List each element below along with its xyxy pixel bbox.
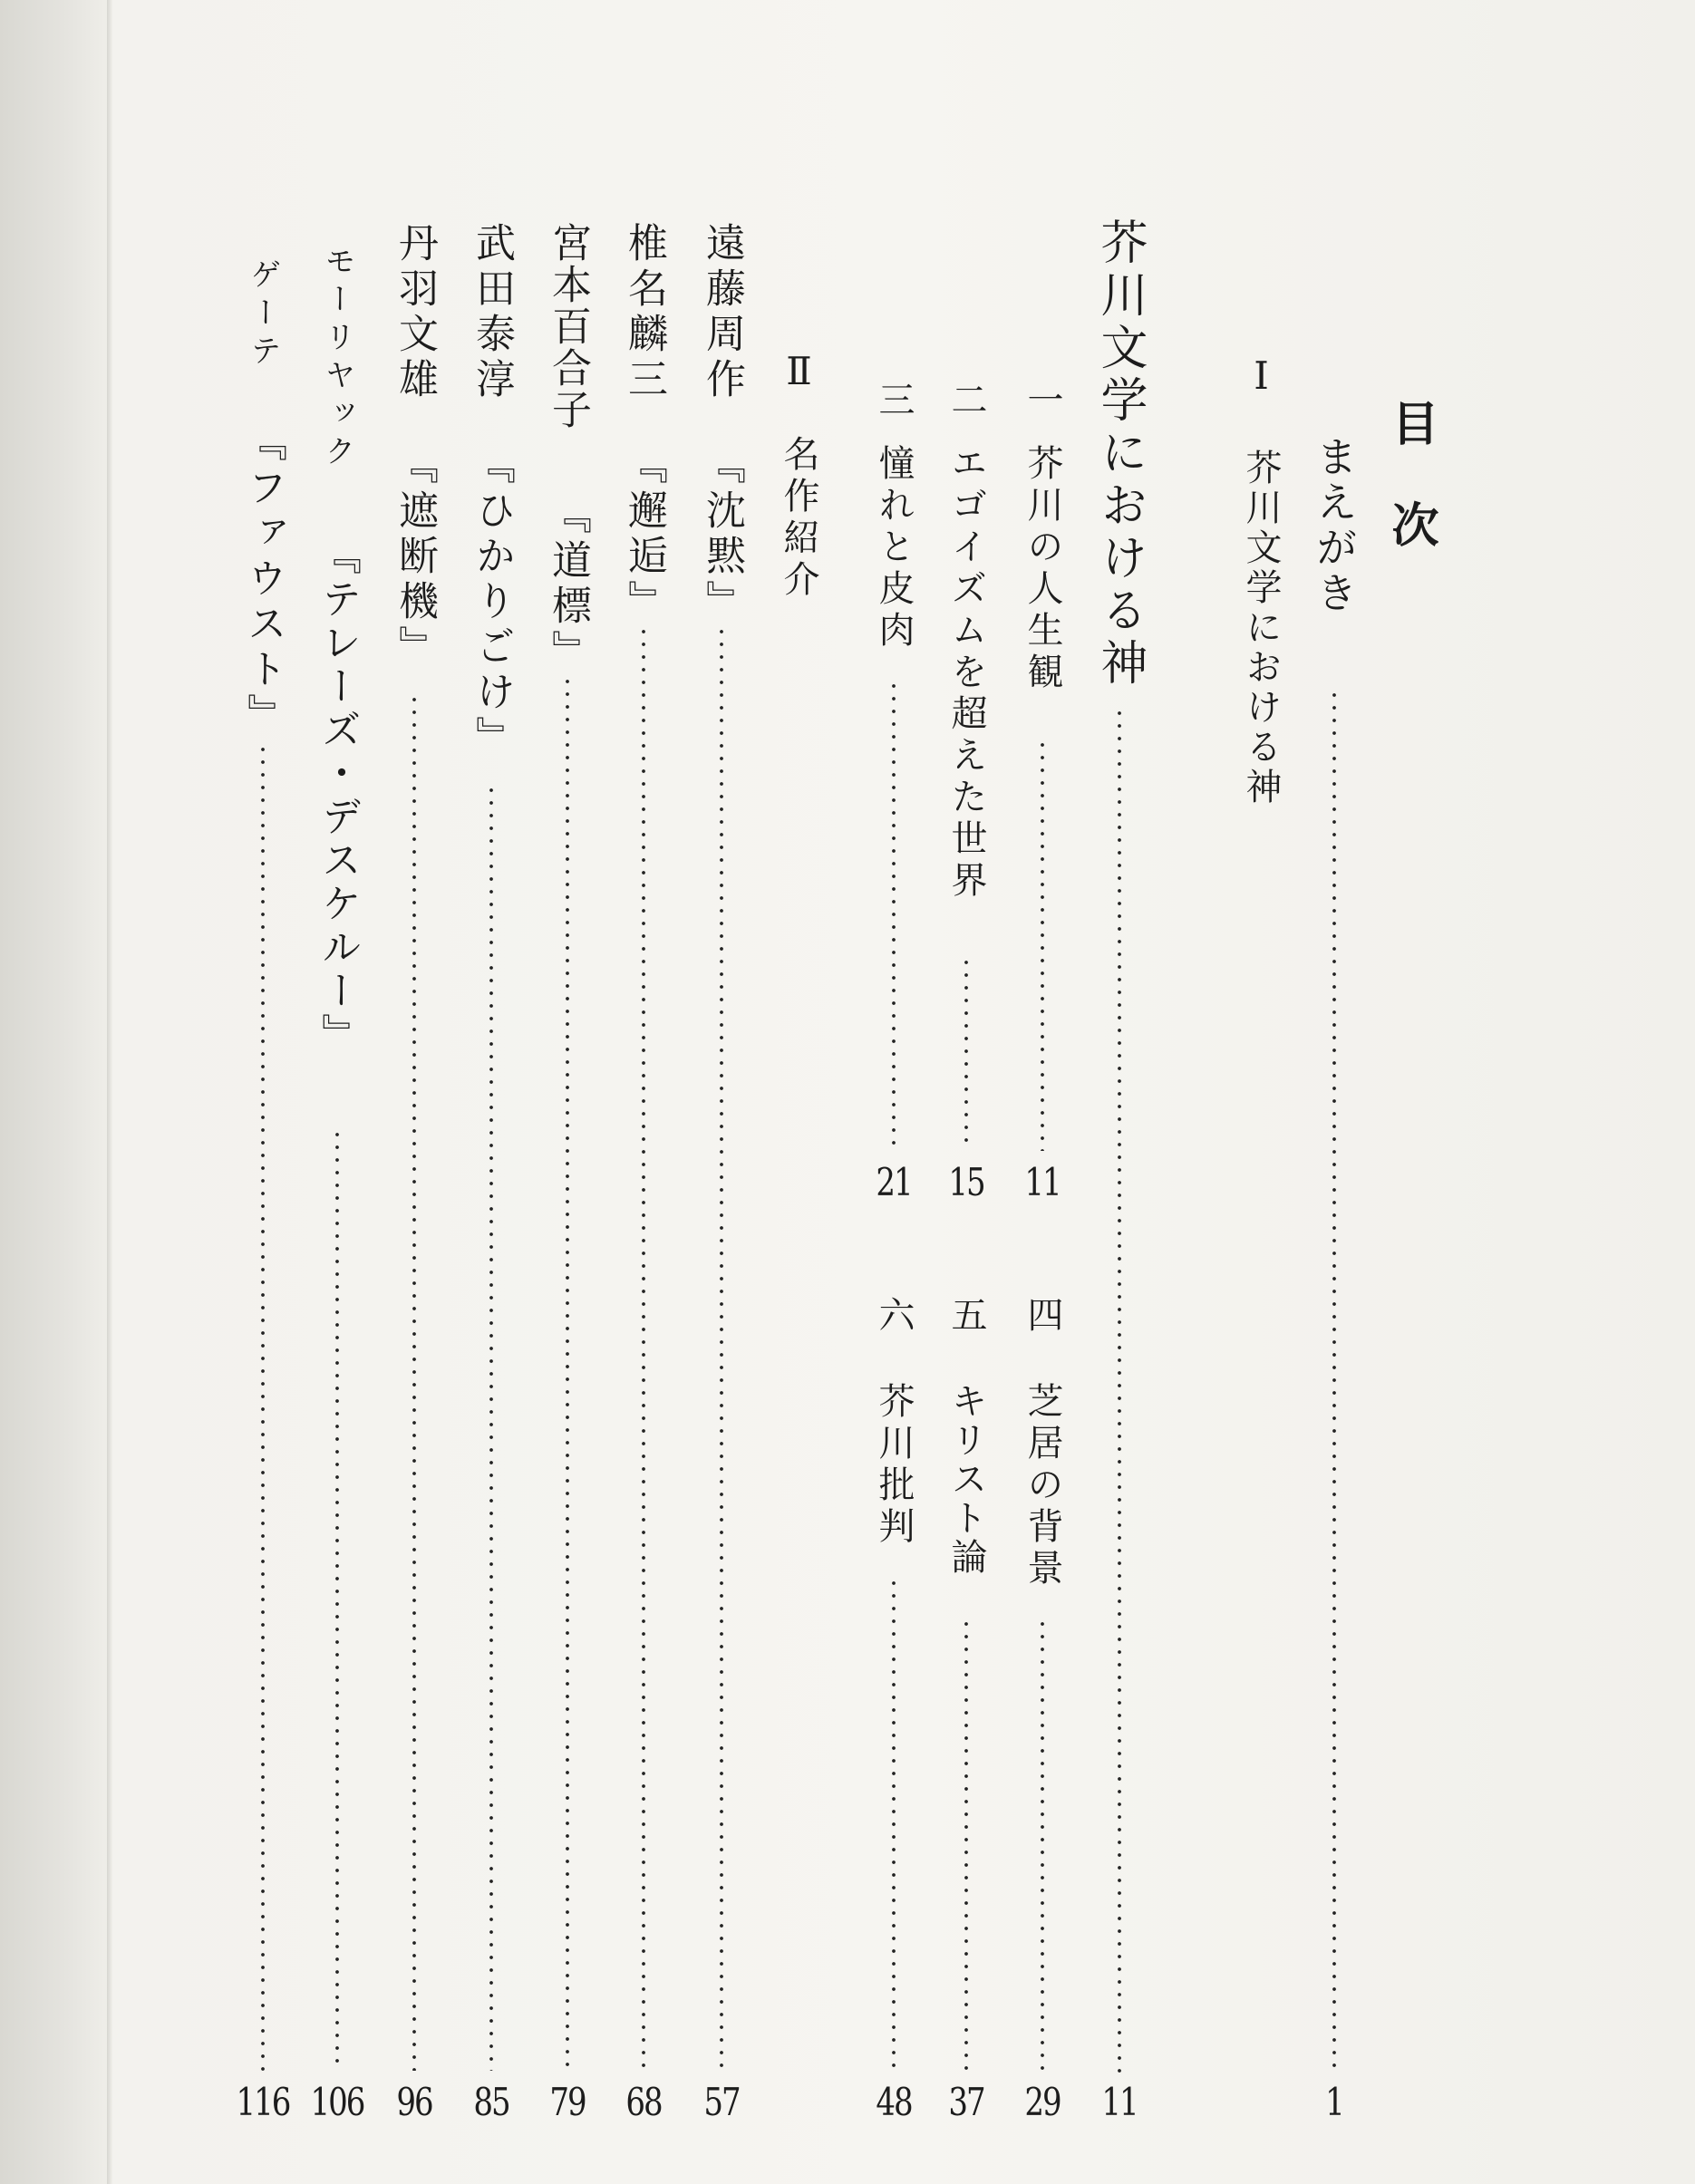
- section-page: 48: [876, 2080, 912, 2125]
- entry-leader: [489, 784, 493, 2071]
- entry-author: 遠藤周作: [699, 222, 745, 403]
- entry-work: 『ファウスト』: [240, 421, 286, 739]
- part1-numeral: Ⅰ: [1239, 353, 1283, 398]
- entry-author: 椎名麟三: [621, 222, 667, 403]
- chapter-title: 芥川文学における神: [1092, 217, 1147, 691]
- section-label: キリスト論: [945, 1382, 987, 1577]
- entry-page: 116: [236, 2080, 290, 2125]
- section-label: 芥川批判: [873, 1382, 915, 1549]
- preface-label: まえがき: [1310, 435, 1359, 616]
- section-num: 二: [945, 381, 987, 422]
- entry-author: 宮本百合子: [545, 222, 591, 430]
- entry-work: 『ひかりごけ』: [469, 444, 515, 761]
- part2-numeral: Ⅱ: [777, 349, 821, 393]
- section-num: 五: [945, 1296, 987, 1338]
- entry-page: 85: [473, 2080, 509, 2125]
- entry-leader: [412, 693, 416, 2071]
- section-label: 芥川の人生観: [1022, 444, 1063, 694]
- section-label: エゴイズムを超えた世界: [945, 444, 987, 903]
- section-label: 憧れと皮肉: [873, 444, 915, 652]
- entry-leader: [335, 1128, 339, 2071]
- section-leader: [892, 1577, 896, 2071]
- preface-page: 1: [1325, 2080, 1343, 2125]
- chapter-page: 11: [1101, 2080, 1138, 2125]
- section-leader: [964, 956, 968, 1151]
- entry-page: 106: [310, 2080, 364, 2125]
- entry-work: 『沈黙』: [699, 444, 745, 625]
- section-page: 15: [948, 1160, 984, 1205]
- section-label: 芝居の背景: [1022, 1382, 1063, 1590]
- entry-page: 68: [625, 2080, 662, 2125]
- entry-work: 『テレーズ・デスケルー』: [315, 535, 361, 1057]
- section-leader: [964, 1618, 968, 2071]
- section-leader: [1041, 739, 1044, 1151]
- entry-leader: [642, 625, 645, 2071]
- section-page: 21: [876, 1160, 912, 1205]
- entry-page: 79: [549, 2080, 586, 2125]
- entry-work: 『道標』: [545, 494, 591, 675]
- section-page: 37: [948, 2080, 984, 2125]
- section-num: 一: [1022, 381, 1063, 422]
- section-leader: [1041, 1618, 1044, 2071]
- section-leader: [892, 680, 896, 1151]
- contents-page: [112, 0, 1695, 2184]
- part2-title: 名作紹介: [778, 435, 819, 602]
- section-num: 六: [873, 1296, 915, 1338]
- chapter-leader: [1118, 707, 1121, 2075]
- entry-leader: [720, 625, 723, 2071]
- contents-heading: 目次: [1383, 399, 1438, 602]
- entry-author: ゲーテ: [245, 258, 281, 372]
- entry-leader: [261, 743, 265, 2071]
- section-num: 三: [873, 381, 915, 422]
- section-page: 29: [1024, 2080, 1061, 2125]
- entry-page: 57: [703, 2080, 740, 2125]
- entry-work: 『邂逅』: [621, 444, 667, 625]
- entry-page: 96: [396, 2080, 432, 2125]
- part1-subtitle: 芥川文学における神: [1240, 449, 1282, 807]
- section-num: 四: [1022, 1296, 1063, 1338]
- entry-leader: [566, 675, 569, 2071]
- section-page: 11: [1024, 1160, 1061, 1205]
- entry-author: 武田泰淳: [469, 222, 515, 403]
- entry-author: 丹羽文雄: [392, 222, 438, 403]
- entry-author: モーリヤック: [319, 245, 355, 473]
- preface-leader: [1332, 689, 1336, 2075]
- book-gutter-left-page: [0, 0, 113, 2184]
- entry-work: 『遮断機』: [392, 444, 438, 671]
